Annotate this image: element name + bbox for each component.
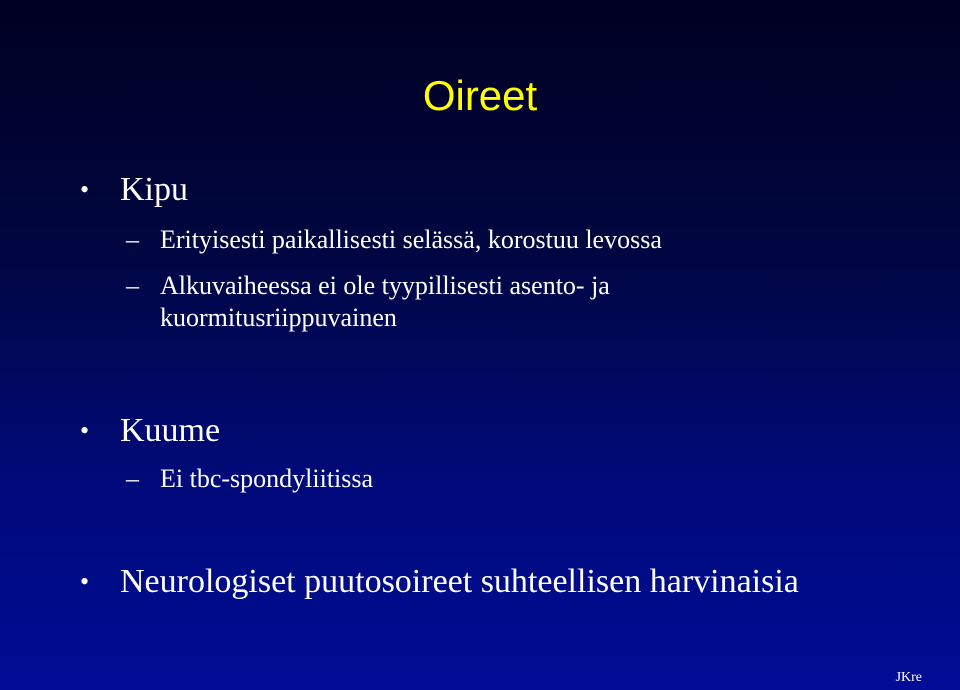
sub-item [126,224,662,256]
bullet-icon: • [80,416,90,445]
footer-author: JKre [895,670,922,685]
dash-icon: – [126,271,139,300]
dash-icon: – [126,225,139,254]
sub-item-text: Alkuvaiheessa ei ole tyypillisesti asento- ja kuormitusriippuvainen [160,271,610,332]
bullet-icon: • [80,567,90,596]
sub-item [126,463,373,495]
sub-item-text: Erityisesti paikallisesti selässä, korostuu levossa [160,225,662,254]
bullet-heading: Kipu [120,171,188,208]
sub-item [126,270,780,334]
dash-icon: – [126,464,139,493]
slide-title: Oireet [422,72,538,119]
sub-item-text: Ei tbc-spondyliitissa [160,464,374,493]
bullet-heading: Neurologiset puutosoireet suhteellisen harvinaisia [120,563,799,600]
bullet-heading: Kuume [120,412,221,449]
bullet-neurologiset [80,562,799,602]
bullet-icon: • [80,175,90,204]
bullet-kuume [80,411,220,451]
bullet-kipu [80,170,188,210]
